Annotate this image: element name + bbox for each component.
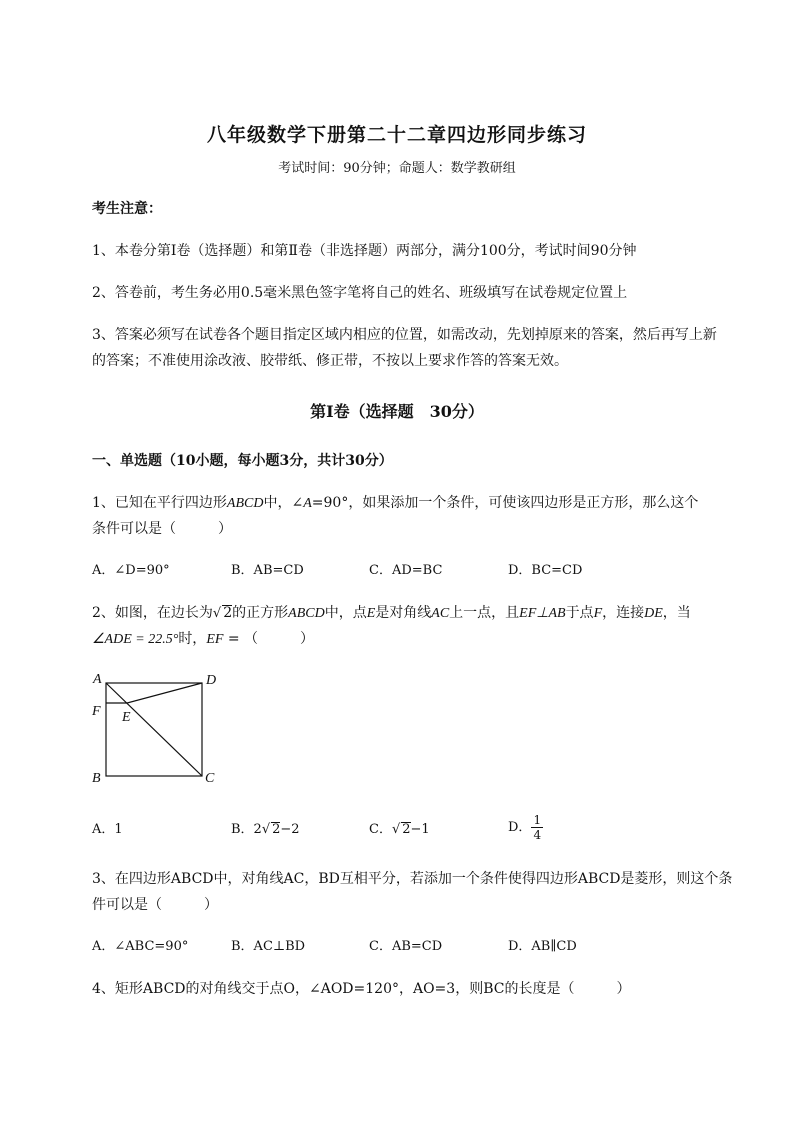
q1-text-d: A [303, 496, 312, 511]
page-subtitle: 考试时间：90分钟；命题人：数学教研组 [278, 161, 516, 176]
q2-text-e: E [366, 606, 376, 621]
q2-text-c: ABCD [288, 606, 325, 621]
q2-option-b-prefix: B．2 [231, 822, 262, 837]
sqrt-sign: √ [212, 606, 222, 621]
q2-text-a: 2、如图，在边长为 [92, 605, 213, 621]
q2-angle: ∠ADE = 22.5° [92, 632, 179, 647]
page-title: 八年级数学下册第二十二章四边形同步练习 [206, 124, 587, 146]
q2-option-b-radicand: 2 [272, 822, 281, 837]
label-a: A [93, 672, 102, 687]
q2-option-b [231, 817, 300, 843]
part-heading: 一、单选题（10小题，每小题3分，共计30分） [92, 453, 393, 469]
sqrt-sign: √ [261, 822, 271, 837]
fraction-numerator: 1 [533, 813, 542, 827]
q2-option-c-radicand: 2 [402, 822, 411, 837]
q2-option-b-suffix: −2 [280, 822, 300, 837]
label-e: E [122, 710, 131, 725]
q2-text-n: ，当 [662, 605, 691, 621]
notice-item-3: 3、答案必须写在试卷各个题目指定区域内相应的位置，如需改动，先划掉原来的答案，然后再写上新 [92, 327, 717, 343]
q1-text-a: 1、已知在平行四边形 [92, 495, 227, 511]
q2-text-k: F [593, 606, 603, 621]
q4-line1: 4、矩形ABCD的对角线交于点O，∠AOD=120°，AO=3，则BC的长度是（ ） [92, 981, 631, 997]
q1-option-b: B．AB=CD [231, 563, 304, 578]
q2-blank: = （ ） [223, 631, 315, 647]
q2-option-a: A．1 [92, 822, 123, 837]
q2-text-l: ，连接 [602, 605, 645, 621]
q2-sqrt-value: 2 [223, 605, 233, 621]
diagonal-ac [106, 683, 202, 776]
q2-text-d: 中，点 [324, 605, 367, 621]
square-figure [88, 668, 228, 788]
q3-option-a: A．∠ABC=90° [92, 939, 189, 954]
label-f: F [92, 704, 101, 719]
q2-text-g: AC [431, 606, 450, 621]
notice-item-2: 2、答卷前，考生务必用0.5毫米黑色签字笔将自己的姓名、班级填写在试卷规定位置上 [92, 285, 628, 301]
sqrt-sign: √ [391, 822, 401, 837]
label-d: D [206, 673, 217, 688]
q1-text-b: ABCD [226, 496, 264, 511]
q1-text-c: 中，∠ [263, 495, 304, 511]
q2-text-i: EF⊥AB [519, 606, 566, 621]
q1-option-a: A．∠D=90° [92, 563, 170, 578]
q2-text-j: 于点 [565, 605, 594, 621]
q3-option-c: C．AB=CD [369, 939, 443, 954]
q2-text-h: 上一点，且 [449, 605, 520, 621]
q2-when: 时， [178, 631, 207, 647]
q2-ef: EF [206, 632, 224, 647]
q2-line2 [92, 626, 314, 653]
q1-text-e: =90°，如果添加一个条件，可使该四边形是正方形，那么这个 [311, 495, 699, 511]
q3-option-d: D．AB∥CD [508, 939, 577, 954]
label-c: C [205, 771, 215, 786]
q3-option-b: B．AC⊥BD [231, 939, 306, 954]
q2-option-d-prefix: D． [508, 820, 532, 835]
q3-line2: 件可以是（ ） [92, 897, 218, 913]
q2-text-f: 是对角线 [375, 605, 432, 621]
q3-line1: 3、在四边形ABCD中，对角线AC，BD互相平分，若添加一个条件使得四边形ABCD是菱形，则这个条 [92, 871, 733, 887]
label-b: B [92, 771, 101, 786]
q1-option-d: D．BC=CD [508, 563, 583, 578]
q2-option-d [508, 813, 543, 842]
fraction-denominator: 4 [533, 828, 542, 842]
q1-line1 [92, 490, 698, 517]
q2-option-c [369, 817, 430, 843]
notice-item-3-cont: 的答案；不准使用涂改液、胶带纸、修正带，不按以上要求作答的答案无效。 [92, 353, 568, 369]
notice-item-1: 1、本卷分第Ⅰ卷（选择题）和第Ⅱ卷（非选择题）两部分，满分100分，考试时间90分钟 [92, 243, 637, 259]
q2-text-m: DE [644, 606, 663, 621]
q1-option-c: C．AD=BC [369, 563, 443, 578]
segment-de [127, 683, 202, 703]
q2-option-c-suffix: −1 [410, 822, 430, 837]
notice-heading: 考生注意： [92, 201, 162, 217]
q1-line2: 条件可以是（ ） [92, 521, 232, 537]
q2-line1 [92, 600, 691, 627]
fraction [531, 813, 543, 842]
section-title: 第Ⅰ卷（选择题 30分） [310, 402, 484, 421]
q2-text-b: 的正方形 [232, 605, 289, 621]
q2-option-c-prefix: C． [369, 822, 392, 837]
